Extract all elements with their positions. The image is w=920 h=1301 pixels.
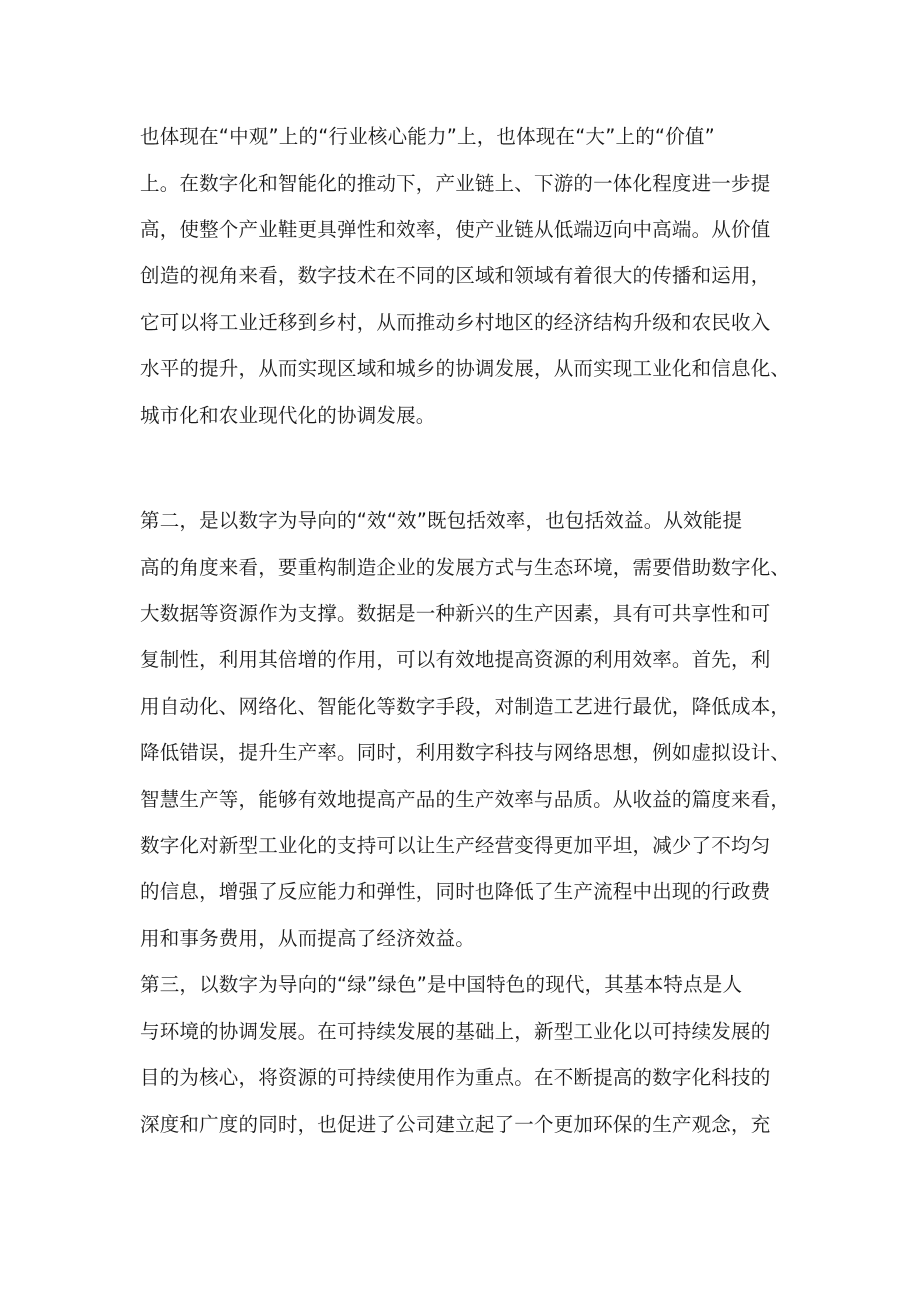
paragraph-2-line-7: 智慧生产等，能够有效地提高产品的生产效率与品质。从收益的篇度来看， (140, 788, 791, 811)
paragraph-1-line-5: 它可以将工业迁移到乡村，从而推动乡村地区的经济结构升级和农民收入 (140, 311, 771, 334)
paragraph-2-line-10: 用和事务费用，从而提高了经济效益。 (140, 927, 475, 950)
paragraph-1-line-2: 上。在数字化和智能化的推动下，产业链上、下游的一体化程度进一步提 (140, 172, 771, 195)
paragraph-1-line-4: 创造的视角来看，数字技术在不同的区域和领域有着很大的传播和运用， (140, 264, 771, 287)
paragraph-3-line-3: 目的为核心，将资源的可持续使用作为重点。在不断提高的数字化科技的 (140, 1066, 771, 1089)
paragraph-1-line-6: 水平的提升，从而实现区域和城乡的协调发展，从而实现工业化和信息化、 (140, 357, 791, 380)
paragraph-2-line-5: 用自动化、网络化、智能化等数字手段，对制造工艺进行最优，降低成本， (140, 695, 791, 718)
paragraph-3-line-4: 深度和广度的同时，也促进了公司建立起了一个更加环保的生产观念，充 (140, 1113, 771, 1136)
paragraph-2-line-4: 复制性，利用其倍增的作用，可以有效地提高资源的利用效率。首先，利 (140, 648, 771, 671)
paragraph-3-line-2: 与环境的协调发展。在可持续发展的基础上，新型工业化以可持续发展的 (140, 1020, 771, 1043)
paragraph-2-line-1: 第二，是以数字为导向的“效“效”既包括效率，也包括效益。从效能提 (140, 509, 743, 532)
paragraph-1-line-3: 高，使整个产业鞋更具弹性和效率，使产业链从低端迈向中高端。从价值 (140, 218, 771, 241)
paragraph-3-line-1: 第三，以数字为导向的“绿”绿色”是中国特色的现代，其基本特点是人 (140, 973, 743, 996)
paragraph-2-line-8: 数字化对新型工业化的支持可以让生产经营变得更加平坦，减少了不均匀 (140, 834, 771, 857)
paragraph-1-line-1: 也体现在“中观”上的“行业核心能力”上，也体现在“大”上的“价值” (140, 125, 715, 148)
paragraph-2-line-9: 的信息，增强了反应能力和弹性，同时也降低了生产流程中出现的行政费 (140, 880, 771, 903)
paragraph-2-line-2: 高的角度来看，要重构制造企业的发展方式与生态环境，需要借助数字化、 (140, 556, 791, 579)
paragraph-2-line-3: 大数据等资源作为支撑。数据是一种新兴的生产因素，具有可共享性和可 (140, 602, 771, 625)
paragraph-2-line-6: 降低错误，提升生产率。同时，利用数字科技与网络思想，例如虚拟设计、 (140, 741, 791, 764)
paragraph-1-line-7: 城市化和农业现代化的协调发展。 (140, 404, 436, 427)
